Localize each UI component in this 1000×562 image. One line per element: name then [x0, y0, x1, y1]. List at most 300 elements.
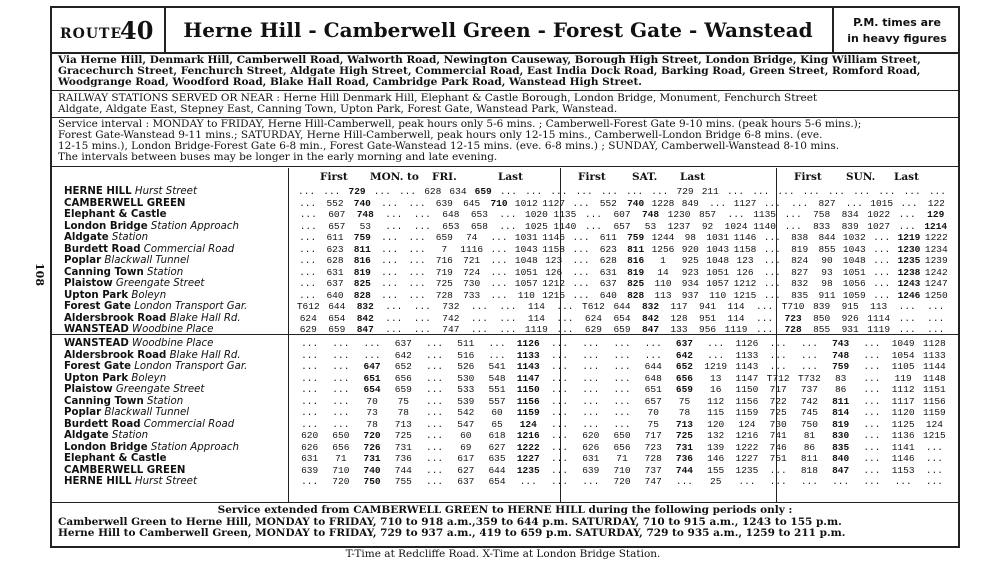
time-cell: ...	[572, 232, 590, 243]
time-cell: ...	[582, 476, 600, 487]
stop-detail: Station Approach	[147, 220, 239, 232]
stop-detail: Commercial Road	[140, 243, 235, 255]
time-cell: 623	[326, 243, 344, 255]
time-cell: ...	[488, 349, 506, 361]
time-cell: 113	[654, 289, 672, 301]
time-cell: 1256	[651, 243, 675, 255]
stop-row	[64, 419, 288, 430]
time-cell: 725	[394, 430, 412, 441]
time-cell: 1059	[842, 289, 866, 301]
stop-name: CAMBERWELL GREEN	[64, 464, 186, 476]
time-cell: ...	[898, 301, 916, 312]
time-cell: 651	[644, 384, 662, 395]
time-cell: 60	[491, 407, 503, 418]
time-cell: 624	[299, 312, 317, 324]
time-cell: 93	[821, 266, 833, 278]
time-cell: 1015	[870, 197, 894, 209]
stop-name: Poplar	[64, 255, 102, 266]
stop-name: Upton Park	[64, 372, 129, 384]
time-cell: ...	[525, 186, 543, 197]
time-cell: 818	[800, 464, 818, 476]
time-cell: ...	[572, 255, 590, 266]
time-cell: ...	[769, 349, 787, 361]
time-cell: 1227	[516, 453, 540, 464]
time-cell: 552	[326, 197, 344, 209]
time-cell: 14	[657, 266, 669, 278]
group-sat-first: First	[578, 171, 606, 183]
time-cell: 816	[627, 255, 645, 266]
time-cell: ...	[784, 220, 802, 232]
time-cell: 659	[613, 324, 631, 335]
time-cell: ...	[426, 453, 444, 464]
time-cell: 728	[784, 324, 802, 335]
time-cell: 1056	[842, 278, 866, 289]
time-cell: ...	[301, 395, 319, 407]
time-cell: 825	[627, 278, 645, 289]
time-cell: 1135	[553, 209, 577, 220]
time-cell: ...	[800, 361, 818, 372]
time-cell: 139	[707, 441, 725, 453]
time-cell: 1027	[867, 220, 891, 232]
time-cell: 114	[527, 312, 545, 324]
time-cell: 110	[654, 278, 672, 289]
time-cell: 65	[491, 418, 503, 430]
time-cell: 122	[927, 197, 945, 209]
time-cell: ...	[408, 266, 426, 278]
stop-row	[64, 361, 288, 372]
time-cell: 78	[678, 407, 691, 418]
time-cell: 547	[457, 418, 475, 430]
time-cell: 847	[356, 324, 374, 335]
time-cell: 1116	[460, 243, 484, 255]
time-cell: ...	[381, 197, 399, 209]
time-cell: 1150	[735, 384, 759, 395]
time-cell: ...	[550, 372, 569, 384]
time-cell: 1051	[706, 266, 730, 278]
footer-note: T-Time at Redcliffe Road. X-Time at London Bridge Station.	[345, 548, 661, 560]
stop-detail: Woodbine Place	[128, 324, 214, 335]
time-cell: 1212	[542, 278, 566, 289]
time-cell: 81	[803, 430, 816, 441]
time-cell: 1222	[516, 441, 540, 453]
time-cell: 639	[301, 464, 319, 476]
time-cell: 1215	[922, 430, 946, 441]
time-cell: 110	[709, 289, 727, 301]
stop-detail: Blake Hall Rd.	[166, 349, 241, 361]
group-mf-fri: FRI.	[432, 171, 457, 183]
route-box	[52, 8, 166, 52]
time-cell: 7	[441, 243, 448, 255]
time-cell: ...	[853, 186, 871, 197]
time-cell: ...	[582, 361, 600, 372]
time-cell: ...	[556, 324, 574, 335]
stop-row	[64, 476, 288, 487]
stop-name: Forest Gate	[64, 361, 131, 372]
time-cell: 652	[675, 361, 694, 372]
time-cell: ...	[644, 338, 662, 349]
time-cell: 626	[301, 441, 319, 453]
time-cell: ...	[863, 418, 881, 430]
time-cell: 1127	[733, 197, 757, 209]
time-cell: ...	[490, 232, 508, 243]
time-cell: 657	[644, 395, 662, 407]
time-cell: 53	[644, 220, 657, 232]
time-cell: ...	[490, 289, 508, 301]
time-cell: 652	[394, 361, 412, 372]
time-cell: ...	[898, 220, 916, 232]
time-cell: 1140	[553, 220, 577, 232]
time-cell: ...	[332, 395, 350, 407]
time-cell: 654	[363, 384, 381, 395]
time-cell: T712	[766, 372, 790, 384]
time-cell: 1156	[516, 395, 540, 407]
time-cell: 620	[301, 430, 319, 441]
pm-note-line-2: in heavy figures	[847, 32, 947, 45]
time-cell: 1057	[514, 278, 538, 289]
time-cell: 729	[676, 186, 694, 197]
time-cell: 1214	[924, 220, 948, 232]
time-cell: 75	[678, 395, 691, 407]
stop-detail: Blackwall Tunnel	[101, 255, 190, 266]
time-cell: ...	[800, 476, 818, 487]
time-cell: 1025	[525, 220, 548, 232]
time-cell: 71	[616, 453, 628, 464]
time-cell: ...	[408, 278, 426, 289]
stop-name: WANSTEAD	[64, 338, 129, 349]
time-cell: 126	[545, 266, 563, 278]
time-cell: T612	[582, 301, 605, 312]
time-cell: ...	[777, 186, 795, 197]
time-cell: ...	[572, 278, 590, 289]
time-cell: 710	[490, 197, 508, 209]
time-cell: 744	[394, 464, 412, 476]
time-cell: ...	[763, 197, 781, 209]
time-cell: ...	[413, 312, 431, 324]
time-cell: 639	[435, 197, 453, 209]
time-cell: 1119	[724, 324, 748, 335]
stop-name: Poplar	[64, 407, 102, 418]
time-cell: 98	[684, 232, 697, 243]
time-cell: ...	[550, 453, 569, 464]
time-cell: ...	[709, 197, 727, 209]
time-cell: 743	[832, 338, 850, 349]
stop-row	[64, 350, 288, 361]
time-cell: ...	[763, 278, 781, 289]
via-line-2: Gracechurch Street, Fenchurch Street, Aldgate High Street, Commercial Road, East India Dock Road, Barking Road, Green Street, Romford Road,	[58, 65, 921, 77]
time-cell: 725	[675, 430, 694, 441]
time-cell: 124	[738, 418, 756, 430]
time-cell: ...	[299, 255, 317, 266]
time-cell: ...	[381, 232, 399, 243]
time-cell: ...	[385, 324, 403, 335]
time-cell: 824	[791, 255, 809, 266]
time-cell: 1159	[735, 407, 759, 418]
time-cell: ...	[301, 384, 319, 395]
time-cell: 74	[465, 232, 478, 243]
time-cell: 1135	[753, 209, 776, 220]
stop-row	[64, 221, 288, 232]
stop-detail: Blackwall Tunnel	[101, 407, 190, 418]
time-cell: ...	[426, 361, 444, 372]
stop-name: London Bridge	[64, 441, 148, 453]
time-cell: 733	[463, 289, 481, 301]
time-cell: 129	[927, 209, 945, 220]
time-cell: 631	[301, 453, 319, 464]
time-cell: ...	[550, 430, 569, 441]
time-cell: 1153	[891, 464, 915, 476]
time-cell: 842	[641, 312, 660, 324]
time-cell: 656	[394, 372, 412, 384]
time-cell: 1126	[516, 338, 540, 349]
time-cell: 1048	[706, 255, 730, 266]
time-cell: 60	[460, 430, 472, 441]
time-cell: 828	[353, 289, 371, 301]
time-cell: 1148	[922, 372, 946, 384]
time-cell: ...	[928, 186, 946, 197]
stop-row	[64, 198, 288, 209]
time-cell: 839	[841, 220, 859, 232]
time-cell: 648	[442, 209, 460, 220]
time-cell: 1216	[516, 430, 540, 441]
stop-row	[64, 396, 288, 407]
time-cell: ...	[299, 278, 317, 289]
time-cell: ...	[470, 324, 488, 335]
time-cell: ...	[499, 301, 517, 312]
time-cell: ...	[408, 289, 426, 301]
stop-row	[64, 278, 288, 289]
time-cell: ...	[769, 338, 787, 349]
time-cell: ...	[413, 324, 431, 335]
time-cell: ...	[408, 197, 426, 209]
time-cell: 658	[470, 220, 488, 232]
stop-row	[64, 290, 288, 301]
time-cell: 1235	[897, 255, 921, 266]
time-cell: 811	[353, 243, 371, 255]
stop-name: Upton Park	[64, 289, 129, 301]
stop-name: Canning Town	[64, 266, 144, 278]
time-cell: 720	[332, 476, 350, 487]
time-cell: ...	[613, 384, 631, 395]
time-cell: 1057	[706, 278, 730, 289]
stop-name: Elephant & Castle	[64, 453, 167, 464]
time-cell: 832	[791, 278, 809, 289]
time-cell: ...	[385, 209, 403, 220]
time-cell: 1022	[867, 209, 891, 220]
time-cell: ...	[301, 476, 319, 487]
time-cell: 548	[488, 372, 506, 384]
time-cell: 742	[442, 312, 460, 324]
time-cell: ...	[299, 266, 317, 278]
time-cell: 123	[545, 255, 563, 266]
time-cell: ...	[878, 186, 896, 197]
time-cell: ...	[572, 197, 590, 209]
time-cell: 855	[818, 243, 836, 255]
time-cell: ...	[550, 441, 569, 453]
time-cell: ...	[763, 255, 781, 266]
time-cell: ...	[550, 464, 569, 476]
time-cell: ...	[550, 418, 569, 430]
time-cell: 1247	[924, 278, 948, 289]
time-cell: 724	[463, 266, 481, 278]
service-line-3: 12-15 mins.), London Bridge-Forest Gate 6-8 min., Forest Gate-Wanstead 12-15 mins. (eve. 6-8 mins.) ; SUNDAY, Camberwell-Wanstead 8-10 mins.	[58, 140, 840, 152]
time-cell: 1212	[733, 278, 757, 289]
time-cell: 740	[627, 197, 645, 209]
time-cell: 126	[736, 266, 754, 278]
timetable-page	[50, 6, 960, 548]
time-cell: ...	[426, 441, 444, 453]
time-cell: ...	[613, 418, 631, 430]
time-cell: 1051	[514, 266, 538, 278]
time-cell: 659	[328, 324, 346, 335]
time-cell: 644	[613, 301, 631, 312]
time-cell: ...	[863, 361, 881, 372]
time-cell: 819	[353, 266, 371, 278]
time-cell: ...	[898, 324, 916, 335]
time-cell: 657	[328, 220, 346, 232]
time-cell: ...	[499, 220, 517, 232]
time-cell: 86	[834, 384, 847, 395]
time-cell: ...	[332, 361, 350, 372]
time-cell: ...	[863, 384, 881, 395]
stop-name: Aldgate	[64, 430, 109, 441]
time-cell: 925	[681, 255, 699, 266]
time-cell: 729	[348, 186, 366, 197]
time-cell: 750	[363, 476, 381, 487]
time-cell: 637	[394, 338, 412, 349]
time-cell: ...	[572, 289, 590, 301]
stop-detail: Station	[143, 395, 184, 407]
via-line-3: Woodgrange Road, Woodford Road, Blake Hall Road, Cambridge Park Road, Wanstead High Street.	[58, 76, 642, 88]
time-cell: ...	[490, 255, 508, 266]
time-cell: 1238	[897, 266, 921, 278]
time-cell: 937	[681, 289, 699, 301]
time-cell: 811	[832, 395, 850, 407]
time-cell: ...	[398, 186, 417, 197]
time-cell: ...	[426, 349, 444, 361]
time-cell: ...	[381, 243, 399, 255]
time-cell: ...	[769, 476, 787, 487]
time-cell: 71	[335, 453, 347, 464]
time-cell: 635	[488, 453, 506, 464]
time-cell: 642	[675, 349, 694, 361]
header	[52, 8, 958, 54]
time-cell: 639	[582, 464, 600, 476]
time-cell: ...	[873, 243, 891, 255]
time-cell: 746	[769, 441, 787, 453]
time-cell: ...	[408, 255, 426, 266]
time-cell: 736	[394, 453, 412, 464]
stop-row	[64, 313, 288, 324]
time-cell: 626	[582, 441, 600, 453]
time-cell: 1146	[733, 232, 757, 243]
time-cell: 657	[613, 220, 631, 232]
footer	[52, 502, 958, 546]
via-line-1: Via Herne Hill, Denmark Hill, Camberwell Road, Walworth Road, Newington Causeway, Borough High Street, London Bridge, King William Street,	[58, 54, 921, 66]
time-cell: 857	[699, 209, 717, 220]
time-cell: 850	[813, 312, 831, 324]
time-cell: ...	[385, 312, 403, 324]
time-cell: 740	[363, 464, 381, 476]
stop-detail: Commercial Road	[140, 418, 235, 430]
time-cell: 832	[641, 301, 660, 312]
time-cell: 653	[470, 209, 488, 220]
time-cell: 1250	[924, 289, 948, 301]
time-cell: ...	[613, 338, 631, 349]
time-cell: 828	[627, 289, 645, 301]
time-cell: 211	[701, 186, 719, 197]
stop-detail: London Transport Gar.	[130, 301, 248, 312]
stop-row	[64, 338, 288, 349]
time-cell: T612	[296, 301, 320, 312]
time-cell: 1119	[867, 324, 891, 335]
stop-detail: London Transport Gar.	[130, 361, 248, 372]
time-cell: ...	[332, 384, 350, 395]
time-cell: ...	[863, 395, 881, 407]
time-cell: ...	[426, 338, 444, 349]
stop-row	[64, 267, 288, 278]
group-sun-last: Last	[894, 171, 919, 183]
time-cell: 132	[707, 430, 725, 441]
time-cell: ...	[600, 186, 618, 197]
time-cell: ...	[550, 476, 569, 487]
time-cell: 1054	[891, 349, 915, 361]
time-cell: ...	[900, 197, 918, 209]
time-cell: ...	[363, 349, 381, 361]
pm-note-line-1: P.M. times are	[853, 16, 941, 29]
time-cell: ...	[299, 209, 317, 220]
time-cell: 650	[613, 430, 631, 441]
time-cell: 644	[644, 361, 662, 372]
stop-row	[64, 232, 288, 243]
time-cell: 730	[463, 278, 481, 289]
time-cell: 551	[488, 384, 506, 395]
time-cell: 654	[328, 312, 346, 324]
time-cell: ...	[707, 338, 725, 349]
time-cell: ...	[644, 349, 662, 361]
time-cell: 78	[366, 418, 378, 430]
time-cell: 1048	[514, 255, 538, 266]
time-cell: 832	[356, 301, 374, 312]
time-cell: ...	[613, 372, 631, 384]
time-cell: ...	[426, 464, 444, 476]
time-cell: 1147	[516, 372, 540, 384]
time-cell: 530	[457, 372, 475, 384]
time-cell: ...	[756, 312, 774, 324]
time-cell: 721	[463, 255, 481, 266]
time-cell: ...	[925, 441, 943, 453]
time-cell: 1228	[651, 197, 675, 209]
time-cell: ...	[550, 395, 569, 407]
time-cell: 1112	[891, 384, 915, 395]
time-cell: ...	[470, 312, 488, 324]
time-cell: 53	[359, 220, 371, 232]
time-cell: 1051	[842, 266, 866, 278]
time-cell: 926	[841, 312, 859, 324]
stop-name: Aldersbrook Road	[64, 349, 167, 361]
time-cell: 814	[832, 407, 850, 418]
time-cell: 618	[488, 430, 506, 441]
time-cell: 1244	[651, 232, 675, 243]
time-cell: ...	[332, 338, 350, 349]
time-cell: ...	[784, 209, 802, 220]
time-cell: 710	[332, 464, 350, 476]
time-cell: 113	[870, 301, 888, 312]
stop-row	[64, 209, 288, 220]
time-cell: 1127	[542, 197, 566, 209]
time-cell: 736	[675, 453, 694, 464]
time-cell: 1143	[735, 361, 759, 372]
route-number: 40	[120, 16, 154, 45]
